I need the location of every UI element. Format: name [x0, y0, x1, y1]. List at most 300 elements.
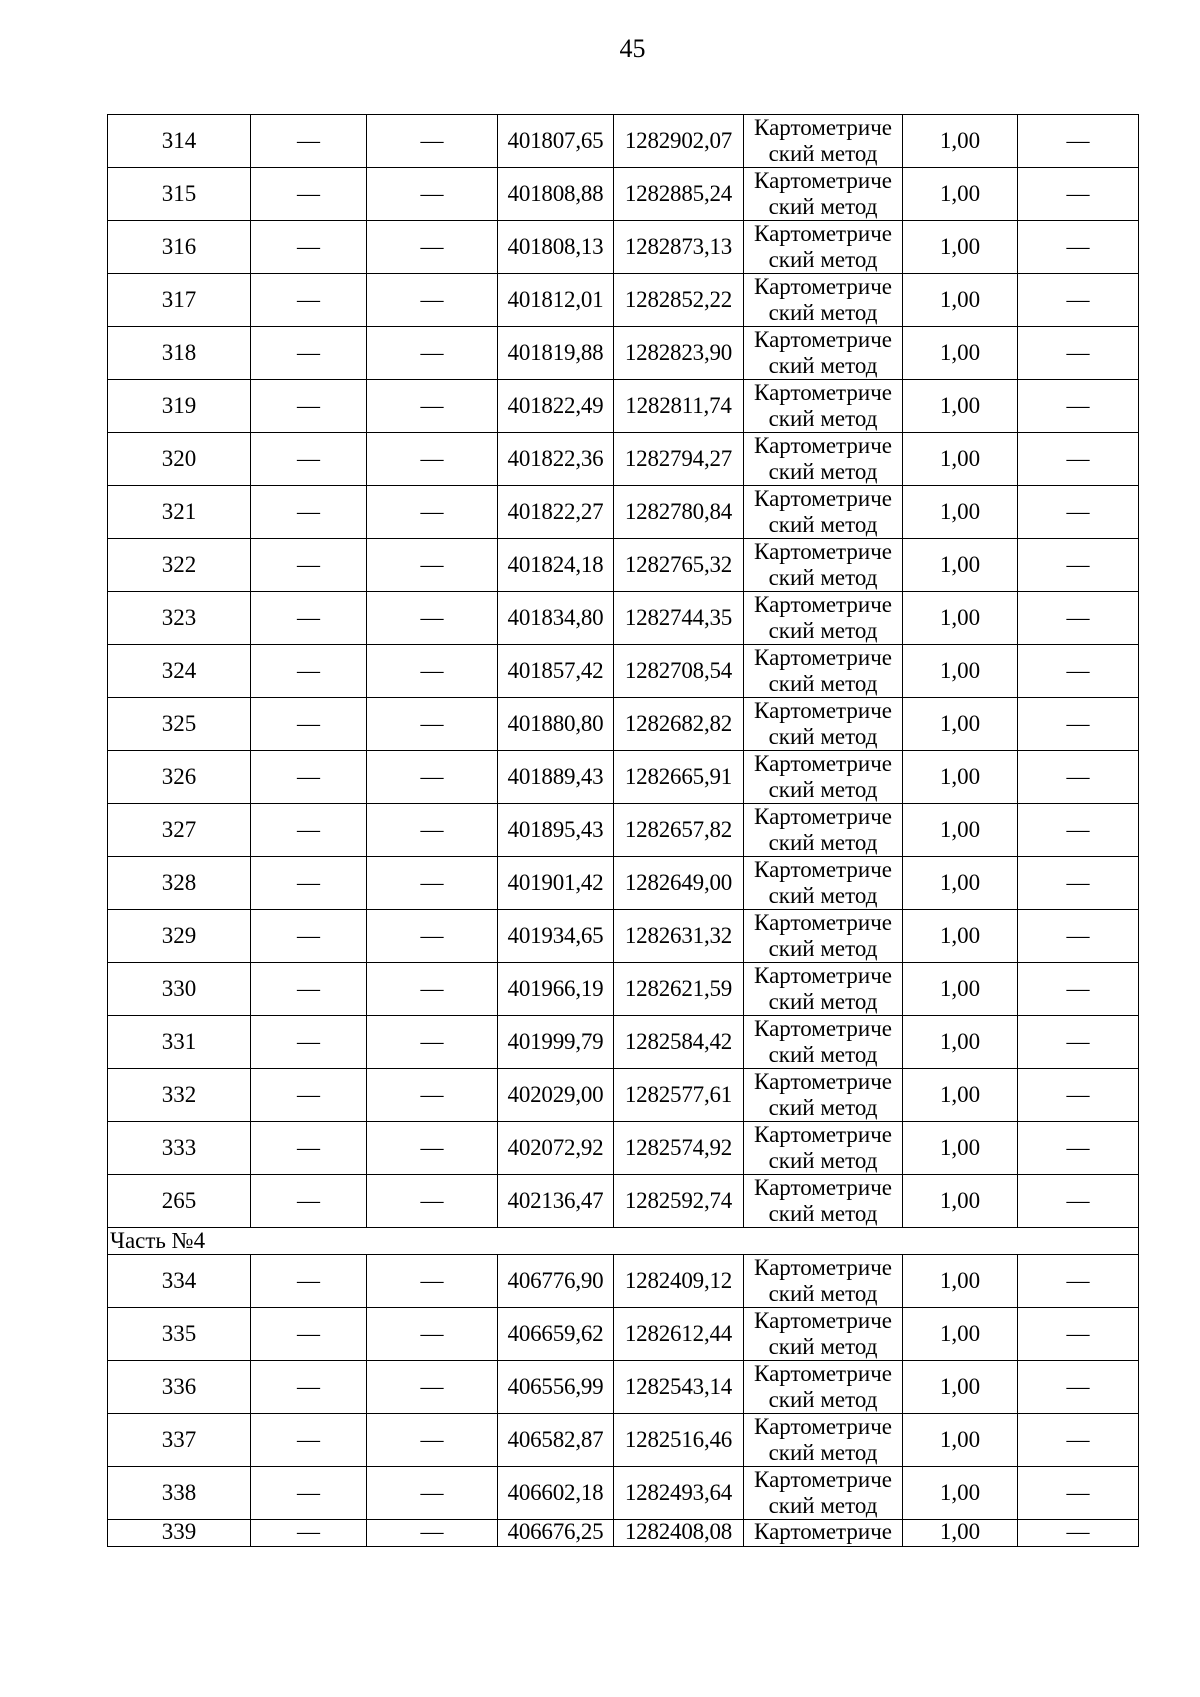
cell-col2: — — [251, 1069, 367, 1122]
cell-point: 338 — [108, 1467, 251, 1520]
cell-y: 1282794,27 — [614, 433, 744, 486]
cell-method — [744, 221, 903, 274]
cell-y: 1282811,74 — [614, 380, 744, 433]
method-line2: ский метод — [768, 618, 878, 643]
cell-accuracy: 1,00 — [903, 327, 1018, 380]
cell-col2: — — [251, 1122, 367, 1175]
cell-point: 320 — [108, 433, 251, 486]
cell-col3: — — [367, 751, 498, 804]
cell-x: 401808,88 — [498, 168, 614, 221]
cell-col3: — — [367, 1361, 498, 1414]
method-line2: ский метод — [768, 1042, 878, 1067]
cell-point: 318 — [108, 327, 251, 380]
method-line2: ский метод — [768, 1493, 878, 1518]
cell-col8: — — [1018, 1255, 1139, 1308]
cell-col8: — — [1018, 645, 1139, 698]
cell-col2: — — [251, 1255, 367, 1308]
cell-x: 406776,90 — [498, 1255, 614, 1308]
cell-col3: — — [367, 698, 498, 751]
cell-col3: — — [367, 1255, 498, 1308]
method-line1: Картометриче — [754, 1175, 892, 1200]
method-line1: Картометриче — [754, 1122, 892, 1147]
cell-point: 265 — [108, 1175, 251, 1228]
cell-col8: — — [1018, 698, 1139, 751]
cell-point: 333 — [108, 1122, 251, 1175]
cell-accuracy: 1,00 — [903, 804, 1018, 857]
cell-col3: — — [367, 1175, 498, 1228]
cell-x: 401824,18 — [498, 539, 614, 592]
cell-method — [744, 910, 903, 963]
cell-accuracy: 1,00 — [903, 274, 1018, 327]
cell-accuracy: 1,00 — [903, 1122, 1018, 1175]
cell-accuracy: 1,00 — [903, 645, 1018, 698]
table-row — [108, 910, 1139, 963]
method-line1: Картометриче — [754, 1069, 892, 1094]
cell-y: 1282823,90 — [614, 327, 744, 380]
cell-accuracy: 1,00 — [903, 1255, 1018, 1308]
method-line2: ский метод — [768, 1095, 878, 1120]
cell-point: 329 — [108, 910, 251, 963]
table-row — [108, 1175, 1139, 1228]
method-line1: Картометриче — [754, 1467, 892, 1492]
cell-point: 317 — [108, 274, 251, 327]
cell-col2: — — [251, 1361, 367, 1414]
table-row — [108, 592, 1139, 645]
cell-accuracy: 1,00 — [903, 1069, 1018, 1122]
cell-method — [744, 1414, 903, 1467]
cell-point: 327 — [108, 804, 251, 857]
table-row — [108, 1361, 1139, 1414]
table-row — [108, 274, 1139, 327]
page-number: 45 — [619, 34, 646, 63]
cell-method — [744, 1255, 903, 1308]
cell-col3: — — [367, 1308, 498, 1361]
cell-method — [744, 327, 903, 380]
cell-method — [744, 592, 903, 645]
cell-col3: — — [367, 539, 498, 592]
method-line1: Картометриче — [754, 698, 892, 723]
table-body-last — [108, 1520, 1139, 1547]
cell-point: 323 — [108, 592, 251, 645]
table-row — [108, 645, 1139, 698]
method-line2: ский метод — [768, 459, 878, 484]
method-line2: ский метод — [768, 247, 878, 272]
section-label: Часть №4 — [108, 1228, 1139, 1255]
cell-y: 1282543,14 — [614, 1361, 744, 1414]
method-line2: ский метод — [768, 194, 878, 219]
cell-col2: — — [251, 1016, 367, 1069]
table-row — [108, 804, 1139, 857]
cell-col3: — — [367, 1016, 498, 1069]
cell-x: 402136,47 — [498, 1175, 614, 1228]
table-row — [108, 168, 1139, 221]
cell-col3: — — [367, 380, 498, 433]
cell-col8: — — [1018, 1467, 1139, 1520]
method-line1: Картометриче — [754, 539, 892, 564]
cell-method — [744, 1361, 903, 1414]
cell-y: 1282873,13 — [614, 221, 744, 274]
cell-method — [744, 1308, 903, 1361]
method-line2: ский метод — [768, 353, 878, 378]
cell-point: 314 — [108, 115, 251, 168]
cell-method — [744, 1016, 903, 1069]
cell-accuracy: 1,00 — [903, 910, 1018, 963]
method-line1: Картометриче — [754, 1414, 892, 1439]
cell-accuracy: 1,00 — [903, 1520, 1018, 1547]
cell-y: 1282852,22 — [614, 274, 744, 327]
section-row — [108, 1228, 1139, 1255]
cell-y: 1282577,61 — [614, 1069, 744, 1122]
cell-method — [744, 433, 903, 486]
cell-accuracy: 1,00 — [903, 1175, 1018, 1228]
cell-col2: — — [251, 751, 367, 804]
cell-y: 1282708,54 — [614, 645, 744, 698]
cell-accuracy: 1,00 — [903, 857, 1018, 910]
cell-method — [744, 804, 903, 857]
cell-col2: — — [251, 1308, 367, 1361]
cell-x: 401966,19 — [498, 963, 614, 1016]
cell-col8: — — [1018, 1069, 1139, 1122]
cell-col2: — — [251, 857, 367, 910]
cell-col3: — — [367, 857, 498, 910]
cell-accuracy: 1,00 — [903, 1414, 1018, 1467]
cell-point: 336 — [108, 1361, 251, 1414]
cell-x: 401834,80 — [498, 592, 614, 645]
cell-y: 1282649,00 — [614, 857, 744, 910]
method-line1: Картометриче — [754, 857, 892, 882]
cell-x: 401822,49 — [498, 380, 614, 433]
cell-accuracy: 1,00 — [903, 592, 1018, 645]
cell-col2: — — [251, 168, 367, 221]
cell-accuracy: 1,00 — [903, 168, 1018, 221]
method-line2: ский метод — [768, 1334, 878, 1359]
cell-col2: — — [251, 804, 367, 857]
cell-col2: — — [251, 327, 367, 380]
cell-col2: — — [251, 274, 367, 327]
cell-x: 401880,80 — [498, 698, 614, 751]
cell-accuracy: 1,00 — [903, 486, 1018, 539]
cell-col8: — — [1018, 751, 1139, 804]
section-header — [108, 1228, 1139, 1255]
cell-col8: — — [1018, 910, 1139, 963]
cell-point: 331 — [108, 1016, 251, 1069]
method-line2: ский метод — [768, 1201, 878, 1226]
cell-col8: — — [1018, 804, 1139, 857]
cell-col8: — — [1018, 1175, 1139, 1228]
method-line2: ский метод — [768, 936, 878, 961]
cell-x: 401901,42 — [498, 857, 614, 910]
cell-point: 324 — [108, 645, 251, 698]
method-line1: Картометриче — [754, 1255, 892, 1280]
cell-method — [744, 645, 903, 698]
cell-col3: — — [367, 115, 498, 168]
table-row — [108, 751, 1139, 804]
cell-col3: — — [367, 1414, 498, 1467]
cell-col2: — — [251, 1175, 367, 1228]
cell-col3: — — [367, 1467, 498, 1520]
table-row — [108, 1016, 1139, 1069]
cell-point: 325 — [108, 698, 251, 751]
method-line1: Картометриче — [754, 963, 892, 988]
cell-y: 1282885,24 — [614, 168, 744, 221]
cell-col8: — — [1018, 221, 1139, 274]
table-row — [108, 963, 1139, 1016]
cell-col2: — — [251, 486, 367, 539]
cell-point: 337 — [108, 1414, 251, 1467]
cell-accuracy: 1,00 — [903, 1361, 1018, 1414]
method-line2: ский метод — [768, 1148, 878, 1173]
method-line1: Картометриче — [754, 1016, 892, 1041]
method-line1: Картометриче — [754, 274, 892, 299]
table-row — [108, 1308, 1139, 1361]
method-line2: ский метод — [768, 830, 878, 855]
cell-y: 1282516,46 — [614, 1414, 744, 1467]
cell-col3: — — [367, 645, 498, 698]
cell-col8: — — [1018, 1122, 1139, 1175]
cell-col3: — — [367, 274, 498, 327]
method-line2: ский метод — [768, 1440, 878, 1465]
table-row — [108, 327, 1139, 380]
cell-col3: — — [367, 910, 498, 963]
table-row — [108, 1467, 1139, 1520]
cell-accuracy: 1,00 — [903, 221, 1018, 274]
cell-x: 402072,92 — [498, 1122, 614, 1175]
cell-x: 406676,25 — [498, 1520, 614, 1547]
method-line1: Картометриче — [754, 327, 892, 352]
method-line1: Картометриче — [754, 1308, 892, 1333]
table-row — [108, 221, 1139, 274]
cell-y: 1282584,42 — [614, 1016, 744, 1069]
cell-method — [744, 274, 903, 327]
cell-col3: — — [367, 963, 498, 1016]
method-line1: Картометриче — [754, 910, 892, 935]
cell-method — [744, 963, 903, 1016]
cell-y: 1282765,32 — [614, 539, 744, 592]
cell-method — [744, 1122, 903, 1175]
cell-method — [744, 168, 903, 221]
cell-x: 401812,01 — [498, 274, 614, 327]
method-line1: Картометриче — [754, 751, 892, 776]
cell-point: 316 — [108, 221, 251, 274]
cell-point: 330 — [108, 963, 251, 1016]
table-row — [108, 1255, 1139, 1308]
cell-x: 401934,65 — [498, 910, 614, 963]
table-row — [108, 433, 1139, 486]
method-line2: ский метод — [768, 512, 878, 537]
cell-col8: — — [1018, 433, 1139, 486]
method-line1: Картометриче — [754, 115, 892, 140]
cell-x: 406659,62 — [498, 1308, 614, 1361]
cell-x: 406556,99 — [498, 1361, 614, 1414]
table-row-last — [108, 1520, 1139, 1547]
cell-col2: — — [251, 1520, 367, 1547]
cell-point: 332 — [108, 1069, 251, 1122]
cell-col8: — — [1018, 274, 1139, 327]
table-row — [108, 698, 1139, 751]
cell-col8: — — [1018, 1308, 1139, 1361]
table-row — [108, 1122, 1139, 1175]
cell-col3: — — [367, 327, 498, 380]
cell-x: 401819,88 — [498, 327, 614, 380]
cell-accuracy: 1,00 — [903, 1467, 1018, 1520]
cell-x: 406582,87 — [498, 1414, 614, 1467]
cell-accuracy: 1,00 — [903, 380, 1018, 433]
cell-x: 401857,42 — [498, 645, 614, 698]
cell-method — [744, 1069, 903, 1122]
cell-col8: — — [1018, 592, 1139, 645]
cell-x: 401889,43 — [498, 751, 614, 804]
table-row — [108, 380, 1139, 433]
method-line2: ский метод — [768, 724, 878, 749]
cell-method — [744, 115, 903, 168]
cell-x: 402029,00 — [498, 1069, 614, 1122]
cell-col3: — — [367, 1069, 498, 1122]
cell-accuracy: 1,00 — [903, 433, 1018, 486]
cell-col2: — — [251, 645, 367, 698]
cell-y: 1282682,82 — [614, 698, 744, 751]
cell-y: 1282657,82 — [614, 804, 744, 857]
method-line1: Картометриче — [754, 168, 892, 193]
cell-col8: — — [1018, 1361, 1139, 1414]
method-line1: Картометриче — [754, 592, 892, 617]
cell-point: 326 — [108, 751, 251, 804]
cell-col8: — — [1018, 1414, 1139, 1467]
method-line2: ский метод — [768, 141, 878, 166]
cell-col8: — — [1018, 168, 1139, 221]
cell-col8: — — [1018, 486, 1139, 539]
cell-col2: — — [251, 910, 367, 963]
table-row — [108, 486, 1139, 539]
cell-col2: — — [251, 221, 367, 274]
cell-point: 328 — [108, 857, 251, 910]
cell-method — [744, 1467, 903, 1520]
method-line1: Картометриче — [754, 486, 892, 511]
cell-method — [744, 486, 903, 539]
cell-y: 1282621,59 — [614, 963, 744, 1016]
cell-y: 1282592,74 — [614, 1175, 744, 1228]
cell-method — [744, 857, 903, 910]
cell-y: 1282408,08 — [614, 1520, 744, 1547]
table-row — [108, 1069, 1139, 1122]
cell-col2: — — [251, 963, 367, 1016]
method-line2: ский метод — [768, 989, 878, 1014]
cell-col8: — — [1018, 380, 1139, 433]
cell-y: 1282780,84 — [614, 486, 744, 539]
cell-y: 1282631,32 — [614, 910, 744, 963]
method-line1: Картометриче — [754, 804, 892, 829]
cell-col3: — — [367, 1520, 498, 1547]
cell-y: 1282493,64 — [614, 1467, 744, 1520]
cell-y: 1282902,07 — [614, 115, 744, 168]
table-row — [108, 115, 1139, 168]
cell-accuracy: 1,00 — [903, 115, 1018, 168]
cell-accuracy: 1,00 — [903, 539, 1018, 592]
cell-method — [744, 751, 903, 804]
cell-accuracy: 1,00 — [903, 1308, 1018, 1361]
cell-col3: — — [367, 1122, 498, 1175]
cell-point: 322 — [108, 539, 251, 592]
cell-col3: — — [367, 221, 498, 274]
cell-y: 1282612,44 — [614, 1308, 744, 1361]
method-line2: ский метод — [768, 883, 878, 908]
cell-y: 1282665,91 — [614, 751, 744, 804]
cell-method — [744, 698, 903, 751]
method-line2: ский метод — [768, 777, 878, 802]
cell-point: 315 — [108, 168, 251, 221]
method-line2: ский метод — [768, 406, 878, 431]
cell-col2: — — [251, 1414, 367, 1467]
cell-x: 401895,43 — [498, 804, 614, 857]
cell-col2: — — [251, 698, 367, 751]
cell-accuracy: 1,00 — [903, 698, 1018, 751]
method-line1: Картометриче — [754, 1361, 892, 1386]
coordinates-table — [107, 114, 1139, 1547]
cell-accuracy: 1,00 — [903, 1016, 1018, 1069]
cell-col2: — — [251, 380, 367, 433]
cell-y: 1282409,12 — [614, 1255, 744, 1308]
cell-point: 321 — [108, 486, 251, 539]
cell-col2: — — [251, 115, 367, 168]
cell-col8: — — [1018, 539, 1139, 592]
method-line2: ский метод — [768, 1281, 878, 1306]
cell-point: 334 — [108, 1255, 251, 1308]
table-row — [108, 1414, 1139, 1467]
method-line2: ский метод — [768, 671, 878, 696]
cell-col2: — — [251, 433, 367, 486]
cell-method — [744, 380, 903, 433]
cell-x: 401822,36 — [498, 433, 614, 486]
method-line1: Картометриче — [754, 221, 892, 246]
cell-col3: — — [367, 486, 498, 539]
cell-point: 339 — [108, 1520, 251, 1547]
cell-accuracy: 1,00 — [903, 963, 1018, 1016]
cell-point: 319 — [108, 380, 251, 433]
cell-col8: — — [1018, 327, 1139, 380]
table-row — [108, 857, 1139, 910]
cell-col8: — — [1018, 1520, 1139, 1547]
method-line1: Картометриче — [754, 433, 892, 458]
cell-col3: — — [367, 804, 498, 857]
method-line2: ский метод — [768, 300, 878, 325]
cell-col3: — — [367, 433, 498, 486]
cell-col8: — — [1018, 857, 1139, 910]
cell-point: 335 — [108, 1308, 251, 1361]
method-line1: Картометриче — [754, 380, 892, 405]
cell-method — [744, 1175, 903, 1228]
cell-col2: — — [251, 539, 367, 592]
cell-method: Картометриче — [744, 1520, 903, 1547]
cell-accuracy: 1,00 — [903, 751, 1018, 804]
cell-col3: — — [367, 168, 498, 221]
cell-x: 401807,65 — [498, 115, 614, 168]
cell-col2: — — [251, 592, 367, 645]
cell-x: 406602,18 — [498, 1467, 614, 1520]
method-line2: ский метод — [768, 1387, 878, 1412]
cell-x: 401822,27 — [498, 486, 614, 539]
cell-col8: — — [1018, 963, 1139, 1016]
method-line1: Картометриче — [754, 645, 892, 670]
cell-col3: — — [367, 592, 498, 645]
cell-x: 401808,13 — [498, 221, 614, 274]
method-line2: ский метод — [768, 565, 878, 590]
cell-y: 1282574,92 — [614, 1122, 744, 1175]
cell-y: 1282744,35 — [614, 592, 744, 645]
cell-col2: — — [251, 1467, 367, 1520]
cell-method — [744, 539, 903, 592]
cell-x: 401999,79 — [498, 1016, 614, 1069]
table-body-before — [108, 115, 1139, 1228]
table-body-after — [108, 1255, 1139, 1520]
